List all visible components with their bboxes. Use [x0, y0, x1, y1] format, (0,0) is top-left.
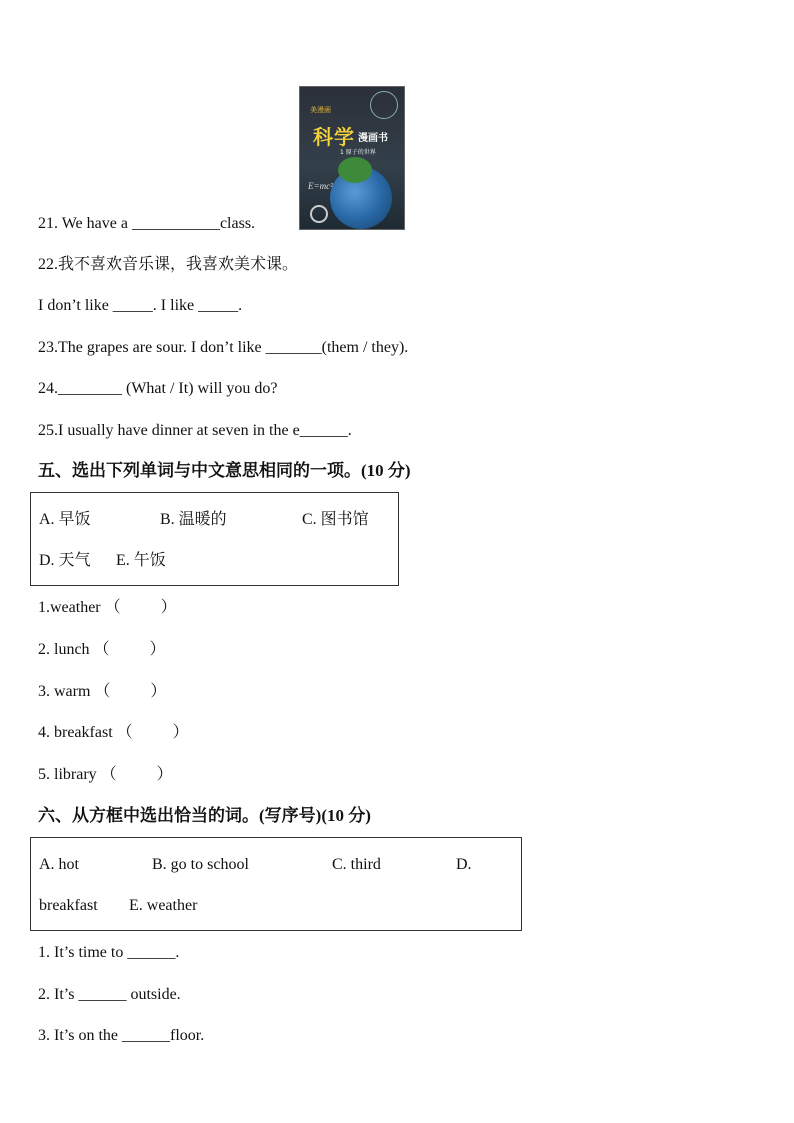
- question-number: 21: [38, 215, 54, 232]
- question-22: [38, 255, 298, 275]
- section-6-option-box: [30, 837, 522, 931]
- book-cover-image: [299, 86, 405, 230]
- option-b: B. go to school: [152, 856, 249, 873]
- question-25: [38, 421, 352, 441]
- section-6-item-3: 3. It’s on the ______floor.: [38, 1027, 205, 1044]
- question-number: 23: [38, 339, 54, 356]
- section-5-item-1: 1.weather （ ）: [38, 599, 177, 616]
- cover-title: 科学: [313, 125, 355, 149]
- option-e: E. 午饭: [116, 552, 166, 569]
- option-d: D. 天气: [39, 552, 91, 569]
- option-e: E. weather: [129, 897, 198, 914]
- cover-subtitle: 1 原子的世界: [340, 149, 376, 156]
- section-5-item-4: 4. breakfast （ ）: [38, 724, 189, 741]
- option-d-text: breakfast: [39, 897, 98, 914]
- question-21: [38, 214, 255, 234]
- question-text: I don’t like _____. I like _____.: [38, 297, 243, 314]
- option-b: B. 温暖的: [160, 511, 227, 528]
- atom-icon: [370, 91, 398, 119]
- section-5-item-3: 3. warm （ ）: [38, 683, 167, 700]
- option-d: D.: [456, 856, 472, 873]
- section-6-item-1: 1. It’s time to ______.: [38, 944, 180, 961]
- badge-icon: [310, 205, 328, 223]
- question-number: 22: [38, 256, 54, 273]
- question-text: .The grapes are sour. I don’t like _______(them / they).: [54, 339, 409, 356]
- section-6-heading: 六、从方框中选出恰当的词。(写序号)(10 分): [38, 806, 371, 825]
- question-text: . We have a ___________class.: [54, 215, 256, 232]
- question-text: .我不喜欢音乐课，我喜欢美术课。: [54, 256, 299, 273]
- cover-formula: E=mc²: [308, 181, 333, 191]
- question-23: [38, 338, 408, 358]
- section-6-item-2: 2. It’s ______ outside.: [38, 986, 181, 1003]
- section-5-item-2: 2. lunch （ ）: [38, 641, 166, 658]
- section-5-item-5: 5. library （ ）: [38, 766, 173, 783]
- option-c: C. third: [332, 856, 381, 873]
- question-22-english: [38, 296, 242, 316]
- option-a: A. 早饭: [39, 511, 91, 528]
- cover-title-2: 漫画书: [358, 133, 388, 144]
- option-c: C. 图书馆: [302, 511, 369, 528]
- question-24: [38, 379, 278, 399]
- cover-top-text: 美漫画: [310, 106, 331, 114]
- question-text: .________ (What / It) will you do?: [54, 380, 278, 397]
- tree-icon: [338, 157, 372, 183]
- section-5-option-box: [30, 492, 399, 586]
- question-number: 25: [38, 422, 54, 439]
- question-number: 24: [38, 380, 54, 397]
- section-5-heading: 五、选出下列单词与中文意思相同的一项。(10 分): [38, 461, 411, 480]
- question-text: .I usually have dinner at seven in the e______.: [54, 422, 352, 439]
- option-a: A. hot: [39, 856, 79, 873]
